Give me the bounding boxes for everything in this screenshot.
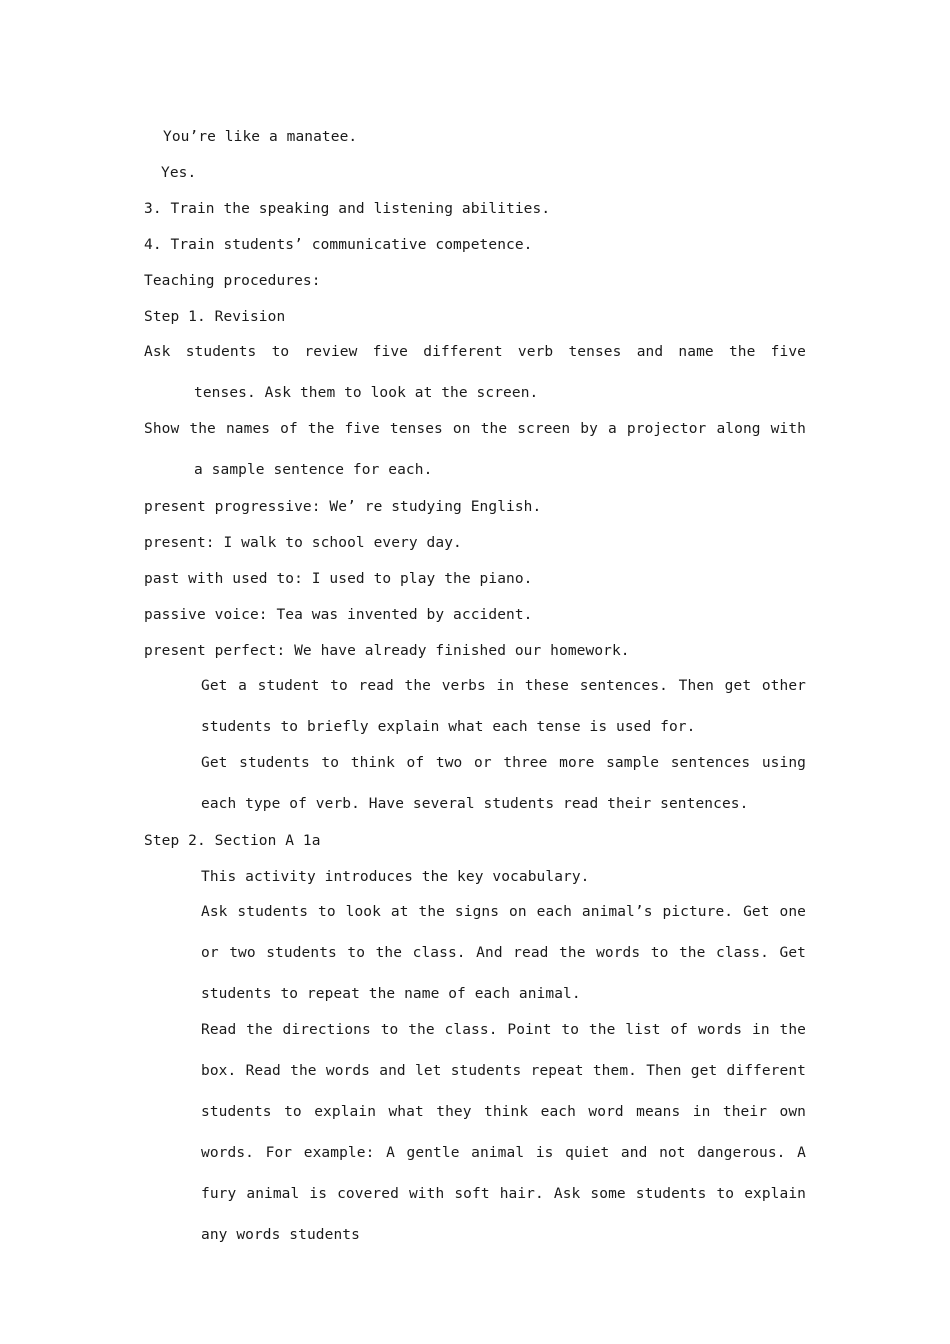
objective-3: 3. Train the speaking and listening abilities. <box>144 201 551 217</box>
paragraph-key-vocabulary: This activity introduces the key vocabulary. <box>201 869 590 885</box>
paragraph-sample-sentences: Get students to think of two or three more sample sentences using each type of verb. Have several students read their sentences. <box>201 755 806 812</box>
section-heading-procedures: Teaching procedures: <box>144 273 321 289</box>
objective-4: 4. Train students’ communicative competence. <box>144 237 533 253</box>
step-1-heading: Step 1. Revision <box>144 309 286 325</box>
paragraph-read-directions: Read the directions to the class. Point to the list of words in the box. Read the words and let students repeat them. Then get different students to explain what they think each word means in their own words. For example: A gentle animal is quiet and not dangerous. A fury animal is covered with soft hair. Ask some students to explain any words students <box>201 1022 806 1243</box>
paragraph-show-tenses: Show the names of the five tenses on the screen by a projector along with a sample sentence for each. <box>144 421 806 478</box>
tense-present-progressive: present progressive: We’ re studying English. <box>144 499 542 515</box>
paragraph-animal-signs: Ask students to look at the signs on each animal’s picture. Get one or two students to the class. And read the words to the class. Get students to repeat the name of each animal. <box>201 904 806 1002</box>
tense-present-perfect: present perfect: We have already finished our homework. <box>144 643 630 659</box>
step-2-heading: Step 2. Section A 1a <box>144 833 321 849</box>
dialogue-line-manatee: You’re like a manatee. <box>163 129 358 145</box>
tense-passive-voice: passive voice: Tea was invented by accident. <box>144 607 533 623</box>
paragraph-review-tenses: Ask students to review five different verb tenses and name the five tenses. Ask them to look at the screen. <box>144 344 806 401</box>
tense-past-used-to: past with used to: I used to play the piano. <box>144 571 533 587</box>
paragraph-read-verbs: Get a student to read the verbs in these sentences. Then get other students to briefly explain what each tense is used for. <box>201 678 806 735</box>
dialogue-line-yes: Yes. <box>161 165 197 181</box>
tense-present: present: I walk to school every day. <box>144 535 462 551</box>
